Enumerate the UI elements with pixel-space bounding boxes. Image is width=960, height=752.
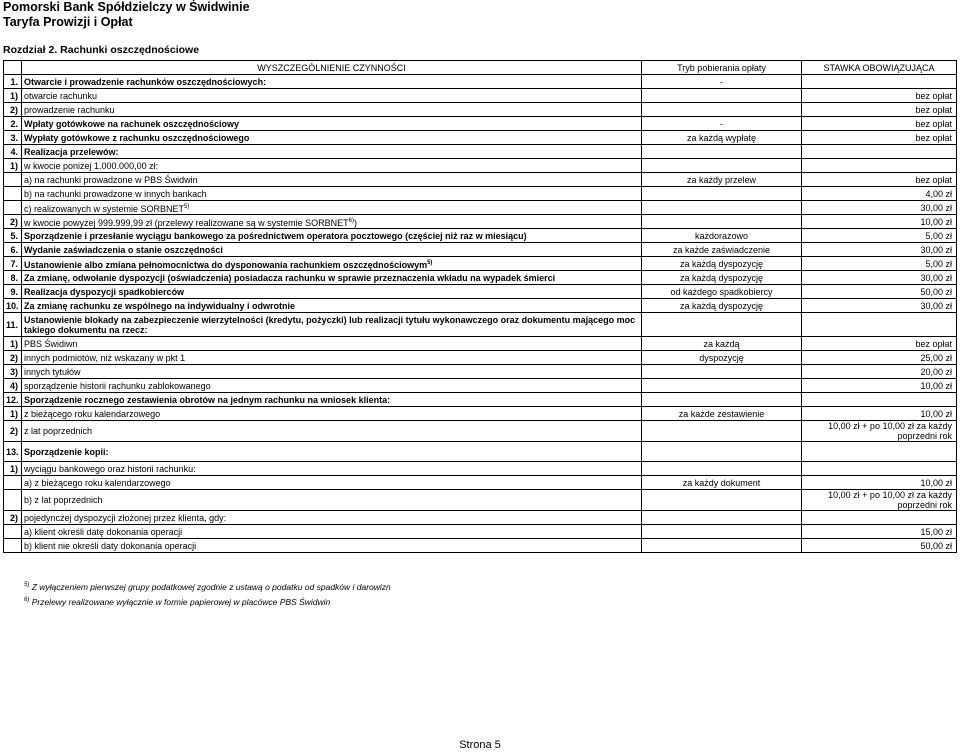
row-rate: 10,00 zł: [802, 379, 957, 393]
row-mode: za każdą wypłatę: [642, 131, 802, 145]
row-number: 3.: [4, 131, 22, 145]
row-number: 10.: [4, 299, 22, 313]
table-row: [4, 379, 957, 393]
col-mode: Tryb pobierania opłaty: [642, 61, 802, 75]
row-mode: [642, 215, 802, 229]
row-mode: [642, 511, 802, 525]
row-mode: [642, 490, 802, 511]
row-description: PBS Świdiwn: [22, 337, 642, 351]
row-rate: 50,00 zł: [802, 539, 957, 553]
table-row: [4, 215, 957, 229]
table-header: [4, 61, 957, 75]
row-rate: 20,00 zł: [802, 365, 957, 379]
row-mode: [642, 187, 802, 201]
row-mode: od każdego spadkobiercy: [642, 285, 802, 299]
table-row: [4, 351, 957, 365]
row-mode: każdorazowo: [642, 229, 802, 243]
row-description: b) klient nie określi daty dokonania operacji: [22, 539, 642, 553]
row-number: 8.: [4, 271, 22, 285]
row-description: innych tytułów: [22, 365, 642, 379]
row-number: 12.: [4, 393, 22, 407]
row-number: 7.: [4, 257, 22, 271]
row-mode: [642, 539, 802, 553]
row-mode: za każdą dyspozycję: [642, 257, 802, 271]
row-rate: 4,00 zł: [802, 187, 957, 201]
row-number: [4, 490, 22, 511]
footnote-text: Z wyłączeniem pierwszej grupy podatkowej zgodnie z ustawą o podatku od spadków i darowizn: [29, 582, 391, 592]
table-row: [4, 271, 957, 285]
document-title: Taryfa Prowizji i Opłat: [3, 15, 133, 29]
fee-table: [3, 60, 957, 553]
row-number: 2): [4, 103, 22, 117]
bank-name: Pomorski Bank Spółdzielczy w Świdwinie: [3, 0, 250, 14]
row-number: 1): [4, 462, 22, 476]
row-mode: za każdą dyspozycję: [642, 271, 802, 285]
row-description: a) klient określi datę dokonania operacji: [22, 525, 642, 539]
row-number: [4, 187, 22, 201]
table-row: [4, 285, 957, 299]
table-row: [4, 337, 957, 351]
row-mode: [642, 313, 802, 337]
row-number: 2.: [4, 117, 22, 131]
row-rate: bez opłat: [802, 103, 957, 117]
row-mode: za każde zaświadczenie: [642, 243, 802, 257]
row-rate: 50,00 zł: [802, 285, 957, 299]
table-row: [4, 539, 957, 553]
row-number: 5.: [4, 229, 22, 243]
row-description: Za zmianę, odwołanie dyspozycji (oświadczenia) posiadacza rachunku w sprawie przeznaczenia wkładu na wypadek śmierci: [22, 271, 642, 285]
row-description: z bieżącego roku kalendarzowego: [22, 407, 642, 421]
row-description: innych podmiotów, niż wskazany w pkt 1: [22, 351, 642, 365]
row-mode: za każdą: [642, 337, 802, 351]
row-rate: [802, 442, 957, 462]
page-number: Strona 5: [459, 739, 501, 751]
row-number: [4, 173, 22, 187]
row-number: 1): [4, 337, 22, 351]
row-rate: bez opłat: [802, 337, 957, 351]
table-row: [4, 159, 957, 173]
row-rate: [802, 313, 957, 337]
table-row: [4, 299, 957, 313]
row-description: Sporządzenie rocznego zestawienia obrotów na jednym rachunku na wniosek klienta:: [22, 393, 642, 407]
row-mode: [642, 365, 802, 379]
table-row: [4, 89, 957, 103]
row-description: a) na rachunki prowadzone w PBS Świdwin: [22, 173, 642, 187]
row-number: [4, 525, 22, 539]
table-row: [4, 511, 957, 525]
row-rate: [802, 393, 957, 407]
row-mode: [642, 379, 802, 393]
row-mode: [642, 103, 802, 117]
table-row: [4, 462, 957, 476]
row-rate: bez opłat: [802, 131, 957, 145]
row-number: [4, 476, 22, 490]
row-rate: [802, 75, 957, 89]
row-mode: za każdą dyspozycję: [642, 299, 802, 313]
row-number: [4, 201, 22, 215]
table-row: [4, 229, 957, 243]
row-number: 9.: [4, 285, 22, 299]
row-description: z lat poprzednich: [22, 421, 642, 442]
row-number: 13.: [4, 442, 22, 462]
footnote: [24, 597, 330, 607]
table-row: [4, 201, 957, 215]
row-description: Otwarcie i prowadzenie rachunków oszczędnościowych:: [22, 75, 642, 89]
row-mode: za każde zestawienie: [642, 407, 802, 421]
row-number: 1): [4, 89, 22, 103]
col-activity: WYSZCZEGÓLNIENIE CZYNNOŚCI: [22, 61, 642, 75]
row-mode: [642, 145, 802, 159]
row-mode: [642, 525, 802, 539]
footnote-ref: 5): [184, 203, 190, 210]
row-description-tail: ): [353, 217, 357, 228]
row-rate: 25,00 zł: [802, 351, 957, 365]
row-rate: 30,00 zł: [802, 271, 957, 285]
row-description: Ustanowienie albo zmiana pełnomocnictwa do dysponowania rachunkiem oszczędnościowym$^{5)}$: [22, 257, 642, 271]
table-row: [4, 257, 957, 271]
row-mode: [642, 442, 802, 462]
row-description: Sporządzenie i przesłanie wyciągu bankowego za pośrednictwem operatora pocztowego (częściej niż raz w miesiącu): [22, 229, 642, 243]
row-rate: bez opłat: [802, 117, 957, 131]
row-number: 2): [4, 511, 22, 525]
row-description: pojedynczej dyspozycji złożonej przez klienta, gdy:: [22, 511, 642, 525]
row-rate: 30,00 zł: [802, 299, 957, 313]
footnote-ref: 6): [348, 217, 354, 224]
row-rate: 15,00 zł: [802, 525, 957, 539]
row-description: w kwocie powyżej 999.999,99 zł (przelewy realizowane są w systemie SORBNET$^{6)}$): [22, 215, 642, 229]
row-mode: [642, 201, 802, 215]
row-rate: 5,00 zł: [802, 257, 957, 271]
row-description: sporządzenie historii rachunku zablokowanego: [22, 379, 642, 393]
footnote-mark: 5): [24, 582, 30, 589]
row-rate: 30,00 zł: [802, 243, 957, 257]
row-description: a) z bieżącego roku kalendarzowego: [22, 476, 642, 490]
row-mode: za każdy dokument: [642, 476, 802, 490]
footnote-ref: 5): [427, 259, 433, 266]
row-mode: -: [642, 117, 802, 131]
row-rate: 10,00 zł: [802, 407, 957, 421]
row-description: wyciągu bankowego oraz historii rachunku:: [22, 462, 642, 476]
table-row: [4, 117, 957, 131]
row-rate: bez opłat: [802, 173, 957, 187]
row-description: b) na rachunki prowadzone w innych bankach: [22, 187, 642, 201]
row-rate: 30,00 zł: [802, 201, 957, 215]
row-mode: [642, 421, 802, 442]
row-mode: [642, 159, 802, 173]
row-number: 4.: [4, 145, 22, 159]
row-rate: [802, 462, 957, 476]
table-row: [4, 173, 957, 187]
row-description: w kwocie poniżej 1.000.000,00 zł:: [22, 159, 642, 173]
row-rate: 5,00 zł: [802, 229, 957, 243]
row-description: Ustanowienie blokady na zabezpieczenie wierzytelności (kredytu, pożyczki) lub realizacji tytułu wykonawczego oraz dokumentu mającego moc takiego dokumentu na rzecz:: [22, 313, 642, 337]
table-row: [4, 365, 957, 379]
table-row: [4, 490, 957, 511]
section-title: Rozdział 2. Rachunki oszczędnościowe: [3, 44, 200, 56]
row-rate: [802, 159, 957, 173]
row-number: 1.: [4, 75, 22, 89]
table-row: [4, 442, 957, 462]
row-number: 6.: [4, 243, 22, 257]
row-number: 1): [4, 159, 22, 173]
row-rate: 10,00 zł + po 10,00 zł za każdy poprzedni rok: [802, 490, 957, 511]
col-rate: STAWKA OBOWIĄZUJĄCA: [802, 61, 957, 75]
row-mode: -: [642, 75, 802, 89]
row-rate: 10,00 zł + po 10,00 zł za każdy poprzedni rok: [802, 421, 957, 442]
row-number: 4): [4, 379, 22, 393]
row-number: 2): [4, 351, 22, 365]
row-rate: [802, 511, 957, 525]
row-description: b) z lat poprzednich: [22, 490, 642, 511]
row-mode: [642, 462, 802, 476]
table-row: [4, 313, 957, 337]
table-row: [4, 243, 957, 257]
row-description: c) realizowanych w systemie SORBNET$^{5)}$: [22, 201, 642, 215]
row-description: Wypłaty gotówkowe z rachunku oszczędnościowego: [22, 131, 642, 145]
table-row: [4, 407, 957, 421]
row-rate: 10,00 zł: [802, 215, 957, 229]
row-description: Wpłaty gotówkowe na rachunek oszczędnościowy: [22, 117, 642, 131]
table-row: [4, 187, 957, 201]
table-row: [4, 476, 957, 490]
footnote-text: Przelewy realizowane wyłącznie w formie papierowej w placówce PBS Świdwin: [29, 597, 331, 607]
table-row: [4, 393, 957, 407]
table-row: [4, 525, 957, 539]
row-rate: [802, 145, 957, 159]
row-description: Wydanie zaświadczenia o stanie oszczędności: [22, 243, 642, 257]
row-mode: dyspozycję: [642, 351, 802, 365]
row-number: 11.: [4, 313, 22, 337]
table-row: [4, 103, 957, 117]
row-number: 3): [4, 365, 22, 379]
row-rate: bez opłat: [802, 89, 957, 103]
row-number: 2): [4, 215, 22, 229]
row-description: Sporządzenie kopii:: [22, 442, 642, 462]
row-description: prowadzenie rachunku: [22, 103, 642, 117]
table-row: [4, 131, 957, 145]
row-number: [4, 539, 22, 553]
row-description: Realizacja dyspozycji spadkobierców: [22, 285, 642, 299]
footnote: [24, 582, 391, 592]
row-mode: za każdy przelew: [642, 173, 802, 187]
row-mode: [642, 393, 802, 407]
row-description: Za zmianę rachunku ze wspólnego na indywidualny i odwrotnie: [22, 299, 642, 313]
row-mode: [642, 89, 802, 103]
row-number: 2): [4, 421, 22, 442]
table-row: [4, 145, 957, 159]
row-description: otwarcie rachunku: [22, 89, 642, 103]
row-description: Realizacja przelewów:: [22, 145, 642, 159]
table-row: [4, 421, 957, 442]
footnote-mark: 6): [24, 597, 30, 604]
row-number: 1): [4, 407, 22, 421]
row-rate: 10,00 zł: [802, 476, 957, 490]
table-row: [4, 75, 957, 89]
